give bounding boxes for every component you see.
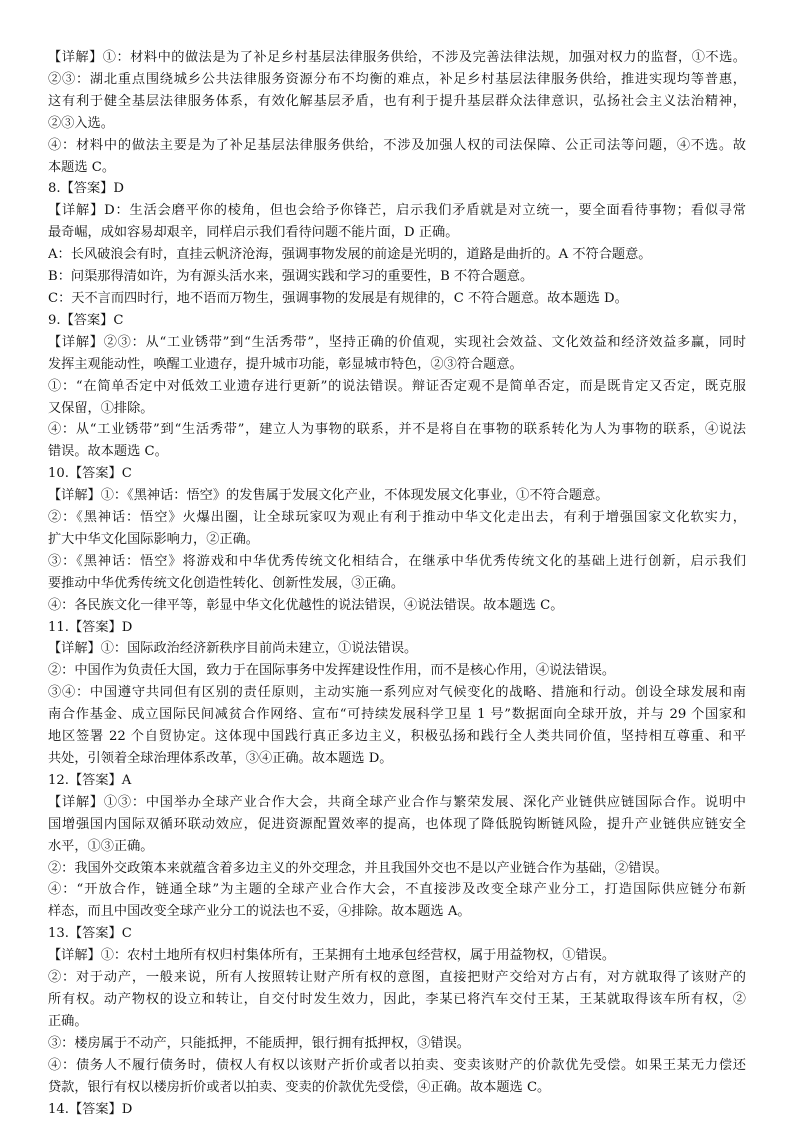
text-line: 水平，①③正确。 [48,838,154,854]
text-line: ③：《黑神话：悟空》将游戏和中华优秀传统文化相结合，在继承中华优秀传统文化的基础上进行创新，启示我们 [48,553,746,569]
text-line: 扩大中华文化国际影响力，②正确。 [48,531,259,547]
text-line: ②：《黑神话：悟空》火爆出圈，让全球玩家叹为观止有利于推动中华文化走出去，有利于增强国家文化软实力， [48,510,746,526]
text-line: ③④：中国遵守共同但有区别的责任原则，主动实施一系列应对气候变化的战略、措施和行动。创设全球发展和南 [48,685,746,701]
text-line: 错误。故本题选 C。 [48,444,168,460]
text-line: 9.【答案】C [48,312,124,328]
text-line: 本题选 C。 [48,159,116,175]
text-line: 共处，引领着全球治理体系改革，③④正确。故本题选 D。 [48,751,393,766]
text-line: 要推动中华优秀传统文化创造性转化、创新性发展，③正确。 [48,575,405,591]
text-line: 贷款，银行有权以楼房折价或者以拍卖、变卖的价款优先受偿，④正确。故本题选 C。 [48,1079,551,1095]
text-line: A：长风破浪会有时，直挂云帆济沧海，强调事物发展的前途是光明的，道路是曲折的。A 不符合题意。 [48,247,652,263]
text-line: ③：楼房属于不动产，只能抵押，不能质押，银行拥有抵押权，③错误。 [48,1035,470,1051]
text-line: 13.【答案】C [48,926,132,942]
text-line: ④：“开放合作，链通全球”为主题的全球产业合作大会，不直接涉及改变全球产业分工，打造国际供应链分布新 [48,882,746,898]
text-line: ②③：湖北重点围绕城乡公共法律服务资源分布不均衡的难点，补足乡村基层法律服务供给，推进实现均等普惠， [48,71,746,87]
text-line: 【详解】①：《黑神话：悟空》的发售属于发展文化产业，不体现发展文化事业，①不符合题意。 [48,488,609,504]
text-line: 又保留，①排除。 [48,400,154,416]
text-line: 发挥主观能动性，唤醒工业遗存，提升城市功能，彰显城市特色，②③符合题意。 [48,356,523,372]
text-line: 国增强国内国际双循环联动效应，促进资源配置效率的提高，也体现了降低脱钩断链风险，提升产业链供应链安全 [48,816,746,832]
text-line: ②：对于动产，一般来说，所有人按照转让财产所有权的意图，直接把财产交给对方占有，对方就取得了该财产的 [48,970,746,986]
text-line: 所有权。动产物权的设立和转让，自交付时发生效力，因此，李某已将汽车交付王某，王某就取得该车所有权，② [48,991,746,1007]
text-line: B：问渠那得清如许，为有源头活水来，强调实践和学习的重要性，B 不符合题意。 [48,269,534,285]
text-line: 14.【答案】D [48,1101,133,1117]
text-line: 【详解】①③：中国举办全球产业合作大会，共商全球产业合作与繁荣发展、深化产业链供应链国际合作。说明中 [48,794,746,810]
text-line: ④：从“工业锈带”到“生活秀带”，建立人为事物的联系，并不是将自在事物的联系转化为人为事物的联系，④说法 [48,422,746,438]
text-line: 【详解】①：材料中的做法是为了补足乡村基层法律服务供给，不涉及完善法律法规，加强对权力的监督，①不选。 [48,50,746,65]
text-line: 【详解】①：农村土地所有权归村集体所有，王某拥有土地承包经营权，属于用益物权，①错误。 [48,948,616,964]
text-line: 这有利于健全基层法律服务体系，有效化解基层矛盾，也有利于提升基层群众法律意识，弘扬社会主义法治精神， [48,93,746,109]
text-line: 10.【答案】C [48,466,132,482]
text-line: 地区签署 22 个自贸协定。这体现中国践行真正多边主义，积极弘扬和践行全人类共同价值，坚持相互尊重、和平 [48,729,746,745]
text-line: 南合作基金、成立国际民间减贫合作网络、宣布“可持续发展科学卫星 1 号”数据面向全球开放，并与 29 个国家和 [48,707,746,723]
text-line: ④：债务人不履行债务时，债权人有权以该财产折价或者以拍卖、变卖该财产的价款优先受偿。如果王某无力偿还 [48,1057,746,1073]
text-line: 最奇崛，成如容易却艰辛，同样启示我们看待问题不能片面，D 正确。 [48,225,459,241]
text-line: 8.【答案】D [48,181,124,197]
text-line: ②：中国作为负责任大国，致力于在国际事务中发挥建设性作用，而不是核心作用，④说法错误。 [48,663,616,679]
text-line: 12.【答案】A [48,772,132,788]
text-line: 11.【答案】D [48,619,133,635]
text-line: 【详解】①：国际政治经济新秩序目前尚未建立，①说法错误。 [48,641,418,657]
text-line: C：天不言而四时行，地不语而万物生，强调事物的发展是有规律的，C 不符合题意。故本题选 D。 [48,290,628,306]
text-line: ②③入选。 [48,115,114,131]
text-line: 【详解】D：生活会磨平你的棱角，但也会给予你锋芒，启示我们矛盾就是对立统一，要全面看待事物；看似寻常 [48,203,746,219]
text-line: ④：各民族文化一律平等，彰显中华文化优越性的说法错误，④说法错误。故本题选 C。 [48,597,564,613]
text-line: ①：“在简单否定中对低效工业遗存进行更新”的说法错误。辩证否定观不是简单否定，而是既肯定又否定，既克服 [48,378,746,394]
text-line: 正确。 [48,1013,88,1029]
text-line: 【详解】②③：从“工业锈带”到“生活秀带”，坚持正确的价值观，实现社会效益、文化效益和经济效益多赢，同时 [48,334,746,350]
text-line: ④：材料中的做法主要是为了补足基层法律服务供给，不涉及加强人权的司法保障、公正司法等问题，④不选。故 [48,137,746,153]
text-line: ②：我国外交政策本来就蕴含着多边主义的外交理念，并且我国外交也不是以产业链合作为基础，②错误。 [48,860,668,876]
text-line: 样态，而且中国改变全球产业分工的说法也不妥，④排除。故本题选 A。 [48,904,471,920]
